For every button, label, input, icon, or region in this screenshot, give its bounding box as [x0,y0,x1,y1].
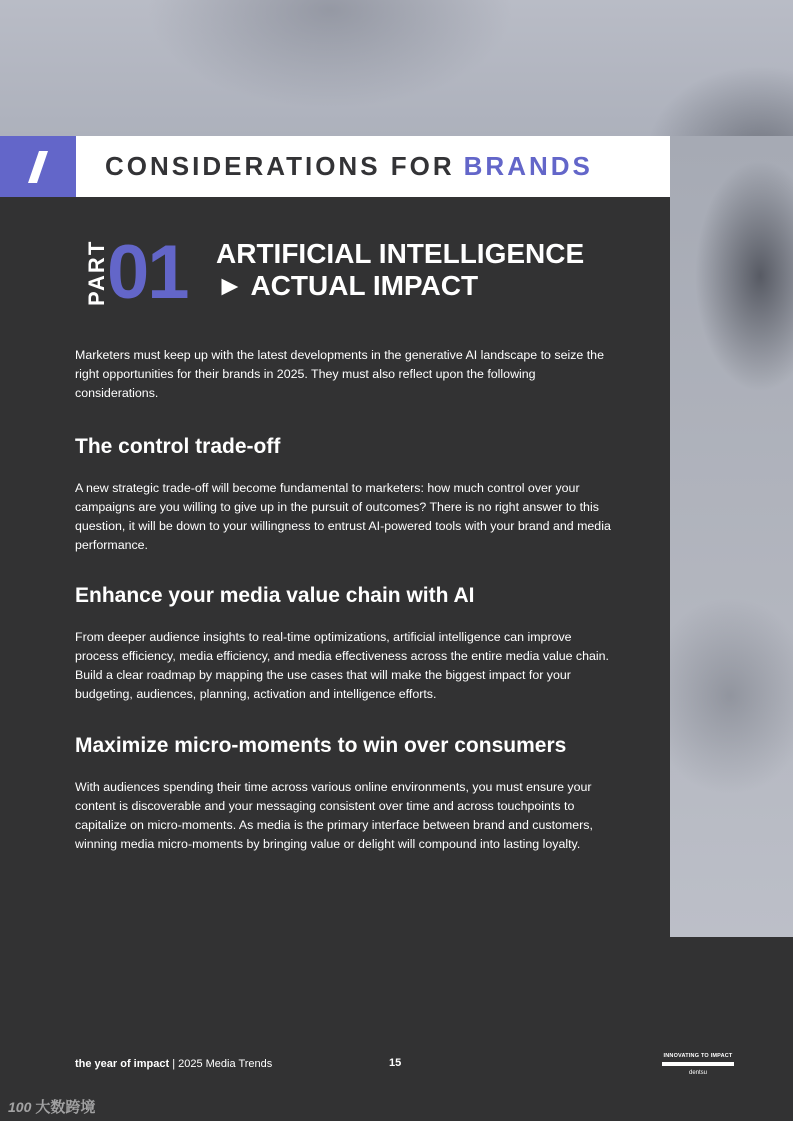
part-label: PART [84,239,109,306]
section-title-accent: BRANDS [463,151,593,181]
footer-title-bold: the year of impact [75,1058,170,1070]
part-number: 01 [107,230,188,315]
brand-name: dentsu [688,1070,707,1076]
footer-publication-title [75,1058,272,1070]
header-background-image [0,0,793,136]
section-header [0,136,670,197]
dentsu-logo [662,1052,734,1077]
section-body-micro-moments: With audiences spending their time across various online environments, you must ensure your content is discoverable and your messaging consistent over time and across touchpoints to capitalize on micro-moments. As media is the primary interface between brand and customers, winning media micro-moments by bringing value or delight will compound into lasting loyalty. [75,780,593,851]
section-heading-control: The control trade-off [75,435,281,458]
watermark-text: 大数跨境 [35,1099,96,1116]
section-heading-micro-moments: Maximize micro-moments to win over consumers [75,734,567,757]
section-title-main: CONSIDERATIONS FOR [105,151,455,181]
part-title-line2: ► ACTUAL IMPACT [216,270,479,301]
section-heading-value-chain: Enhance your media value chain with AI [75,584,475,607]
watermark-logo-icon: 100 [8,1098,32,1115]
part-heading [73,230,633,316]
slash-icon [0,136,76,197]
footer-title-rest: | 2025 Media Trends [169,1058,273,1070]
watermark [8,1096,95,1117]
brand-tagline: INNOVATING TO IMPACT [663,1053,733,1059]
section-body-value-chain: From deeper audience insights to real-time optimizations, artificial intelligence can improve process efficiency, media efficiency, and media effectiveness across the entire media value chain. Build a clear roadmap by mapping the use cases that will make the biggest impact for your budgeting, audiences, planning, activation and intelligence efforts. [75,630,609,701]
brand-divider [662,1062,734,1066]
part-title-line1: ARTIFICIAL INTELLIGENCE [216,238,585,269]
side-background-image [670,136,793,937]
page-number: 15 [389,1057,402,1069]
section-body-control: A new strategic trade-off will become fundamental to marketers: how much control over your campaigns are you willing to give up in the pursuit of outcomes? There is no right answer to this question, it will be down to your willingness to entrust AI-powered tools with your brand and media performance. [75,481,611,552]
section-title [76,136,670,197]
part-title [216,238,636,302]
intro-paragraph: Marketers must keep up with the latest developments in the generative AI landscape to seize the right opportunities for their brands in 2025. They must also reflect upon the following considerations. [75,348,604,400]
